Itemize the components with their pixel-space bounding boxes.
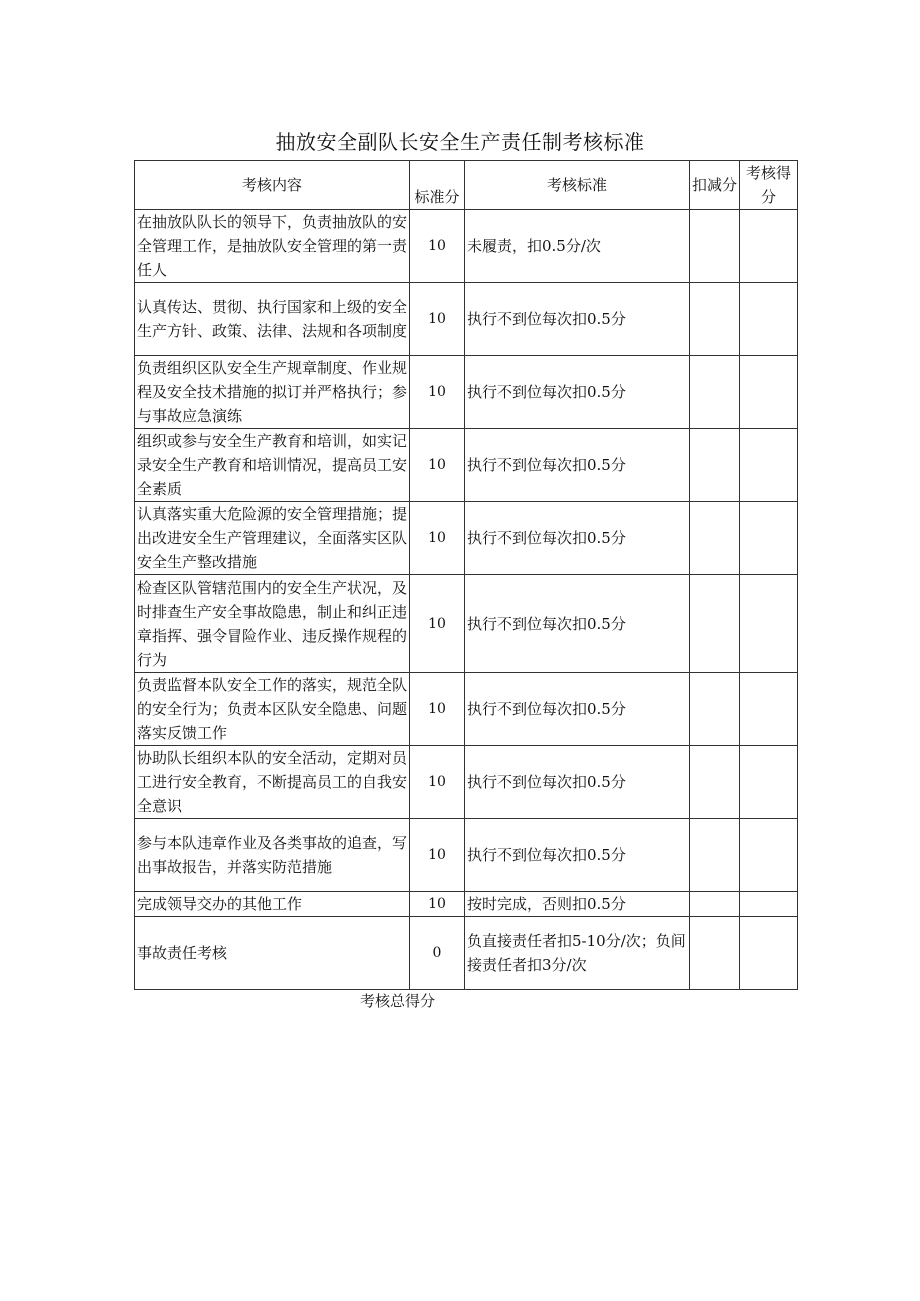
header-final-score: 考核得分 [740, 161, 798, 210]
row-criteria: 执行不到位每次扣0.5分 [465, 283, 690, 356]
document-title: 抽放安全副队长安全生产责任制考核标准 [275, 130, 645, 154]
table-row [135, 210, 798, 283]
row-deduction-cell[interactable] [690, 575, 740, 673]
row-deduction-cell[interactable] [690, 819, 740, 892]
table-row [135, 892, 798, 917]
row-deduction-cell[interactable] [690, 210, 740, 283]
row-content: 组织或参与安全生产教育和培训，如实记录安全生产教育和培训情况，提高员工安全素质 [135, 429, 410, 502]
row-final-score-cell[interactable] [740, 283, 798, 356]
row-final-score-cell[interactable] [740, 502, 798, 575]
header-content: 考核内容 [135, 161, 410, 210]
row-content: 协助队长组织本队的安全活动，定期对员工进行安全教育，不断提高员工的自我安全意识 [135, 746, 410, 819]
row-final-score-cell[interactable] [740, 575, 798, 673]
row-content: 认真落实重大危险源的安全管理措施；提出改进安全生产管理建议，全面落实区队安全生产整改措施 [135, 502, 410, 575]
row-content: 认真传达、贯彻、执行国家和上级的安全生产方针、政策、法律、法规和各项制度 [135, 283, 410, 356]
row-criteria: 执行不到位每次扣0.5分 [465, 819, 690, 892]
row-final-score-cell[interactable] [740, 819, 798, 892]
row-deduction-cell[interactable] [690, 892, 740, 917]
row-final-score-cell[interactable] [740, 210, 798, 283]
row-standard-score: 10 [410, 502, 465, 575]
row-deduction-cell[interactable] [690, 356, 740, 429]
table-row [135, 673, 798, 746]
table-row [135, 575, 798, 673]
row-final-score-cell[interactable] [740, 429, 798, 502]
row-criteria: 执行不到位每次扣0.5分 [465, 746, 690, 819]
row-criteria: 按时完成，否则扣0.5分 [465, 892, 690, 917]
row-criteria: 执行不到位每次扣0.5分 [465, 502, 690, 575]
header-deduction: 扣减分 [690, 161, 740, 210]
table-header-row [135, 161, 798, 210]
row-final-score-cell[interactable] [740, 892, 798, 917]
row-standard-score: 10 [410, 356, 465, 429]
row-standard-score: 10 [410, 283, 465, 356]
row-criteria: 执行不到位每次扣0.5分 [465, 673, 690, 746]
row-content: 负责监督本队安全工作的落实，规范全队的安全行为；负责本区队安全隐患、问题落实反馈工作 [135, 673, 410, 746]
table-row [135, 356, 798, 429]
row-final-score-cell[interactable] [740, 356, 798, 429]
row-content: 事故责任考核 [135, 917, 410, 990]
row-content: 参与本队违章作业及各类事故的追查，写出事故报告，并落实防范措施 [135, 819, 410, 892]
row-standard-score: 10 [410, 575, 465, 673]
row-criteria: 未履责，扣0.5分/次 [465, 210, 690, 283]
row-deduction-cell[interactable] [690, 502, 740, 575]
row-standard-score: 10 [410, 746, 465, 819]
header-standard-score: 标准分 [410, 161, 465, 210]
row-deduction-cell[interactable] [690, 917, 740, 990]
row-standard-score: 10 [410, 892, 465, 917]
row-final-score-cell[interactable] [740, 746, 798, 819]
row-standard-score: 10 [410, 429, 465, 502]
total-score-label: 考核总得分 [360, 992, 436, 1010]
row-standard-score: 10 [410, 819, 465, 892]
row-final-score-cell[interactable] [740, 917, 798, 990]
row-deduction-cell[interactable] [690, 746, 740, 819]
table-row [135, 819, 798, 892]
row-criteria: 执行不到位每次扣0.5分 [465, 429, 690, 502]
table-row [135, 429, 798, 502]
row-content: 负责组织区队安全生产规章制度、作业规程及安全技术措施的拟订并严格执行；参与事故应急演练 [135, 356, 410, 429]
table-row [135, 746, 798, 819]
row-content: 检查区队管辖范围内的安全生产状况，及时排查生产安全事故隐患，制止和纠正违章指挥、强令冒险作业、违反操作规程的行为 [135, 575, 410, 673]
row-criteria: 执行不到位每次扣0.5分 [465, 575, 690, 673]
header-criteria: 考核标准 [465, 161, 690, 210]
row-criteria: 负直接责任者扣5-10分/次；负间接责任者扣3分/次 [465, 917, 690, 990]
row-standard-score: 10 [410, 210, 465, 283]
table-row [135, 502, 798, 575]
row-deduction-cell[interactable] [690, 283, 740, 356]
row-standard-score: 10 [410, 673, 465, 746]
row-content: 在抽放队队长的领导下，负责抽放队的安全管理工作，是抽放队安全管理的第一责任人 [135, 210, 410, 283]
row-deduction-cell[interactable] [690, 673, 740, 746]
assessment-table [134, 160, 798, 990]
row-final-score-cell[interactable] [740, 673, 798, 746]
table-row [135, 917, 798, 990]
row-deduction-cell[interactable] [690, 429, 740, 502]
row-content: 完成领导交办的其他工作 [135, 892, 410, 917]
row-criteria: 执行不到位每次扣0.5分 [465, 356, 690, 429]
row-standard-score: 0 [410, 917, 465, 990]
table-row [135, 283, 798, 356]
